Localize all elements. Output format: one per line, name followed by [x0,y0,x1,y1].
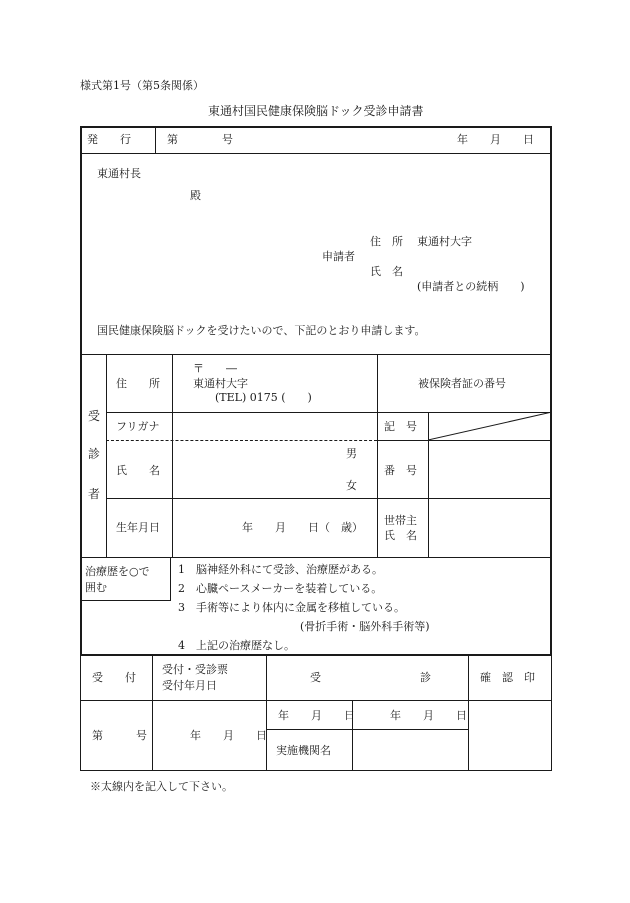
household-label-2: 氏 名 [384,529,417,542]
diagonal-slash [428,412,552,440]
treatment-item-4[interactable]: 4 上記の治療歴なし。 [178,639,295,652]
office-date-2[interactable]: 年 月 日 [278,709,355,722]
birth-value[interactable]: 年 月 日（ 歳） [242,521,363,534]
examinee-name-label: 氏 名 [116,464,160,477]
issue-label: 発 行 [87,133,131,146]
kigo-label: 記 号 [384,420,417,433]
treatment-label-box [80,557,171,601]
postal-code[interactable]: 〒 ― [193,362,237,375]
treatment-item-3[interactable]: 3 手術等により体内に金属を移植している。 [178,601,405,614]
divider [155,126,156,153]
page-title: 東通村国民健康保険脳ドック受診申請書 [208,104,424,118]
divider [377,440,552,441]
furigana-label: フリガナ [116,420,160,433]
treatment-label-1: 治療歴を○で [85,565,150,578]
treatment-item-1[interactable]: 1 脳神経外科にて受診、治療歴がある。 [178,563,383,576]
ticket-label-1: 受付・受診票 [162,663,228,676]
applicant-relation[interactable]: (申請者との続柄 ) [417,280,525,293]
applicant-name-label: 氏 名 [370,265,403,278]
dono-label: 殿 [190,189,201,202]
footnote: ※太線内を記入して下さい。 [90,780,233,793]
jushin-label: 受 診 [310,671,431,684]
birth-label: 生年月日 [116,521,160,534]
office-date-3[interactable]: 年 月 日 [390,709,467,722]
treatment-item-2[interactable]: 2 心臓ペースメーカーを装着している。 [178,582,383,595]
insurance-header: 被保険者証の番号 [418,377,506,390]
applicant-label: 申請者 [322,250,355,263]
issue-number[interactable]: 第 号 [167,133,233,146]
form-number: 様式第1号（第5条関係） [80,79,204,92]
divider [266,729,468,730]
divider [80,700,552,701]
examinee-address-label: 住 所 [116,377,160,390]
divider [106,354,107,557]
request-text: 国民健康保険脳ドックを受けたいので、下記のとおり申請します。 [97,324,426,337]
divider [106,498,552,499]
household-label-1: 世帯主 [384,514,417,527]
treatment-label-2: 囲む [85,581,107,594]
ticket-label-2: 受付年月日 [162,679,217,692]
divider [266,656,267,771]
furigana-divider [106,440,377,441]
uketsuke-label: 受 付 [92,671,136,684]
sex-female[interactable]: 女 [346,479,357,492]
divider [80,153,552,154]
mayor-label: 東通村長 [97,167,141,180]
examinee-side-label-3: 者 [88,487,101,501]
examinee-side-label-1: 受 [88,409,101,423]
examinee-address[interactable]: 東通村大字 [193,377,248,390]
applicant-address-label: 住 所 [370,235,403,248]
divider [80,354,552,355]
examinee-side-label-2: 診 [88,447,101,461]
sex-male[interactable]: 男 [346,447,357,460]
examinee-tel[interactable]: (TEL) 0175 ( ) [215,391,312,404]
office-number[interactable]: 第 号 [92,729,147,742]
issue-date[interactable]: 年 月 日 [457,133,534,146]
applicant-address[interactable]: 東通村大字 [417,235,472,248]
treatment-item-3-note: (骨折手術・脳外科手術等) [300,620,430,633]
divider [468,656,469,771]
bango-label: 番 号 [384,464,417,477]
office-date-1[interactable]: 年 月 日 [190,729,267,742]
institution-label: 実施機関名 [276,744,331,757]
divider [377,354,378,557]
kakunin-label: 確 認 印 [480,671,535,684]
divider [172,354,173,557]
divider [152,656,153,771]
